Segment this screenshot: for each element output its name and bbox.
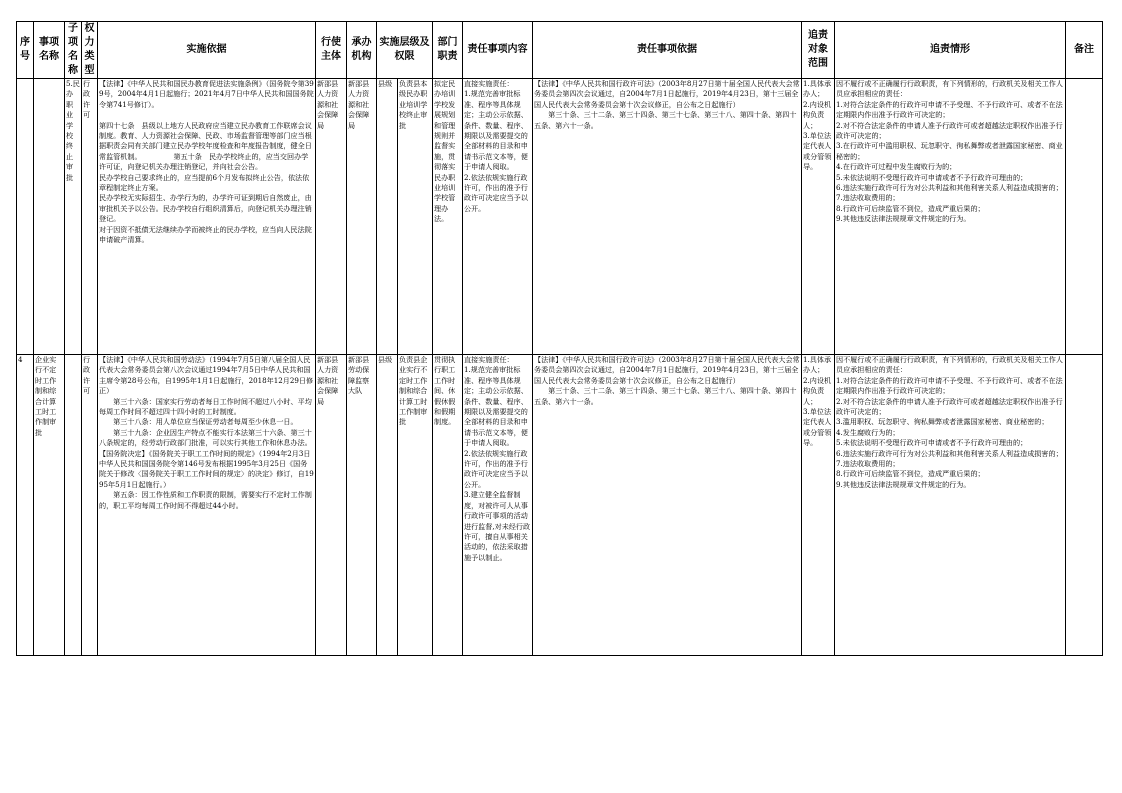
cell-scope: 1.具体承办人； 2.内设机构负责人； 3.单位法定代表人或分管领导。: [802, 355, 835, 656]
table-row: [17, 355, 1103, 656]
cell-duty-desc: 负责县企业实行不定时工作制和综合计算工时工作制审批: [399, 355, 428, 427]
cell-duty: 贯彻执行职工工作时间、休假休假和假期制度。: [433, 355, 463, 656]
cell-subject: 新邵县人力资源和社会保障局: [316, 355, 347, 656]
cell-item-name: 企业实行不定时工作制和综合计算工时工作制审批: [34, 355, 65, 656]
cell-situation: 因不履行或不正确履行行政职责，有下列情形的，行政机关及相关工作人员应承担相应的责任： 1.对符合法定条件的行政许可申请不予受理、不予行政许可、或者不在法定期限内作出准予行政许可决定的； 2.对不符合法定条件的申请人准予行政许可或者超越法定职权作出准予行政许可决定的； 3.滥用职权、玩忽职守、徇私舞弊或者泄露国家秘密、商业秘密的； 4.发生腐败行为的； 5.未依法说明不受理行政许可申请或者不予行政许可理由的； 6.违法实施行政许可行为对公共利益和其他利害关系人利益造成损害的； 7.违法收取费用的； 8.行政许可后续监管不到位，造成严重后果的； 9.其他违反法律法规规章文件规定的行为。: [835, 355, 1066, 656]
cell-basis: 【法律】《中华人民共和国劳动法》（1994年7月5日第八届全国人民代表大会常务委员会第八次会议通过1994年7月5日中华人民共和国主席令第28号公布，自1995年1月1日起施行，2018年12月29日修正） 第三十六条：国家实行劳动者每日工作时间不超过八小时、平均每周工作时间不超过四十四小时的工时制度。 第三十八条：用人单位应当保证劳动者每周至少休息一日。 第三十九条：企业因生产特点不能实行本法第三十六条、第三十八条规定的，经劳动行政部门批准，可以实行其他工作和休息办法。 【国务院决定】《国务院关于职工工作时间的规定》（1994年2月3日中华人民共和国国务院令第146号发布根据1995年3月25日《国务院关于修改〈国务院关于职工工作时间的规定〉的决定》修订，自1995年5月1日起施行。） 第五条：因工作性质和工作职责的限制，需要实行不定时工作制的，职工平均每周工作时间不得超过44小时。: [98, 355, 316, 656]
cell-power-type: 行政许可: [82, 79, 98, 355]
cell-subject: 新邵县人力资源和社会保障局: [316, 79, 347, 355]
cell-level-group: [377, 355, 433, 656]
header-note: 备注: [1066, 22, 1103, 79]
header-power-type: 权力类型: [82, 22, 98, 79]
header-subject: 行使主体: [316, 22, 347, 79]
responsibility-table: [16, 21, 1103, 656]
cell-acc-basis: 【法律】《中华人民共和国行政许可法》（2003年8月27日第十届全国人民代表大会常务委员会第四次会议通过，自2004年7月1日起施行，2019年4月23日，第十三届全国人民代表大会常务委员会第十次会议修正，自公布之日起施行） 第三十条、三十二条、第三十四条、第三十七条、第三十八、第四十条、第四十五条、第六十一条。: [533, 355, 802, 656]
cell-org: 新邵县人力资源和社会保障局: [347, 79, 377, 355]
cell-content: 直接实施责任： 1.规范完善审批标准、程序等具体规定；主动公示依据、条件、数量、程序、期限以及需要提交的全部材料的目录和申请书示范文本等，便于申请人阅取。 2.依法依规实施行政许可，作出的准予行政许可决定应当予以公开。: [463, 79, 533, 355]
header-content: 责任事项内容: [463, 22, 533, 79]
header-sub-item: 子项名称: [65, 22, 82, 79]
cell-no: [17, 79, 34, 355]
header-row: [17, 22, 1103, 79]
header-no: 序号: [17, 22, 34, 79]
header-basis: 实施依据: [98, 22, 316, 79]
cell-scope: 1.具体承办人； 2.内设机构负责人； 3.单位法定代表人或分管领导。: [802, 79, 835, 355]
cell-level: 县级: [377, 79, 398, 354]
cell-acc-basis: 【法律】《中华人民共和国行政许可法》（2003年8月27日第十届全国人民代表大会常务委员会第四次会议通过，自2004年7月1日起施行，2019年4月23日，第十三届全国人民代表大会常务委员会第十次会议修正，自公布之日起施行） 第三十条、三十二条、第三十四条、第三十七条、第三十八、第四十条、第四十五条、第六十一条。: [533, 79, 802, 355]
cell-sub-item: 5.民办职业学校终止审批: [65, 79, 82, 355]
table-row: [17, 79, 1103, 355]
header-item-name: 事项名称: [34, 22, 65, 79]
header-level: 实施层级及权限: [377, 22, 433, 79]
cell-item-name: [34, 79, 65, 355]
cell-note: [1066, 79, 1103, 355]
cell-duty: 拟定民办培训学校发展规划和管理规则并监督实施，贯彻落实民办职业培训学校管理办法。: [433, 79, 463, 355]
header-situation: 追责情形: [835, 22, 1066, 79]
cell-level-group: [377, 79, 433, 355]
header-scope: 追责对象范围: [802, 22, 835, 79]
cell-situation: 因不履行或不正确履行行政职责，有下列情形的，行政机关及相关工作人员应承担相应的责任： 1.对符合法定条件的行政许可申请不予受理、不予行政许可、或者不在法定期限内作出准予行政许可决定的； 2.对不符合法定条件的申请人准予行政许可或者超越法定职权作出准予行政许可决定的； 3.在行政许可中滥用职权、玩忽职守、徇私舞弊或者泄露国家秘密、商业秘密的； 4.在行政许可过程中发生腐败行为的； 5.未依法说明不受理行政许可申请或者不予行政许可理由的； 6.违法实施行政许可行为对公共利益和其他利害关系人利益造成损害的； 7.违法收取费用的； 8.行政许可后续监管不到位，造成严重后果的； 9.其他违反法律法规规章文件规定的行为。: [835, 79, 1066, 355]
header-acc-basis: 责任事项依据: [533, 22, 802, 79]
cell-note: [1066, 355, 1103, 656]
cell-no: 4: [17, 355, 34, 656]
cell-level: 县级: [377, 355, 398, 655]
cell-sub-item: [65, 355, 82, 656]
cell-org: 新邵县劳动保障监察大队: [347, 355, 377, 656]
cell-content: 直接实施责任： 1.规范完善审批标准、程序等具体规定；主动公示依据、条件、数量、程序、期限以及需要提交的全部材料的目录和申请书示范文本等，便于申请人阅取。 2.依法依规实施行政许可，作出的准予行政许可决定应当予以公开。 3.建立健全监督制度，对被许可人从事行政许可事项的活动进行监督,对未经行政许可，擅自从事相关活动的，依法采取措施予以制止。: [463, 355, 533, 656]
responsibility-table-sheet: [16, 21, 1102, 656]
cell-power-type: 行政许可: [82, 355, 98, 656]
header-duty: 部门职责: [433, 22, 463, 79]
cell-duty-desc: 负责县本级民办职业培训学校终止审批: [399, 79, 428, 130]
header-org: 承办机构: [347, 22, 377, 79]
cell-basis: 【法律】《中华人民共和国民办教育促进法实施条例》（国务院令第399号，2004年4月1日起施行；2021年4月7日中华人民共和国国务院令第741号修订）。 第四十七条 县级以上地方人民政府应当建立民办教育工作联席会议制度。教育、人力资源社会保障、民政、市场监督管理等部门应当根据职责会同有关部门建立民办学校年度检查和年度报告制度，健全日常监管机制。 第五十条 民办学校终止的，应当交回办学许可证，向登记机关办理注销登记，并向社会公告。 民办学校自己要求终止的，应当提前6个月发布拟终止公告，依法依章程制定终止方案。 民办学校无实际招生、办学行为的，办学许可证到期后自然废止，由审批机关予以公告。民办学校自行组织清算后，向登记机关办理注销登记。 对于因资不抵债无法继续办学而被终止的民办学校，应当向人民法院申请破产清算。: [98, 79, 316, 355]
